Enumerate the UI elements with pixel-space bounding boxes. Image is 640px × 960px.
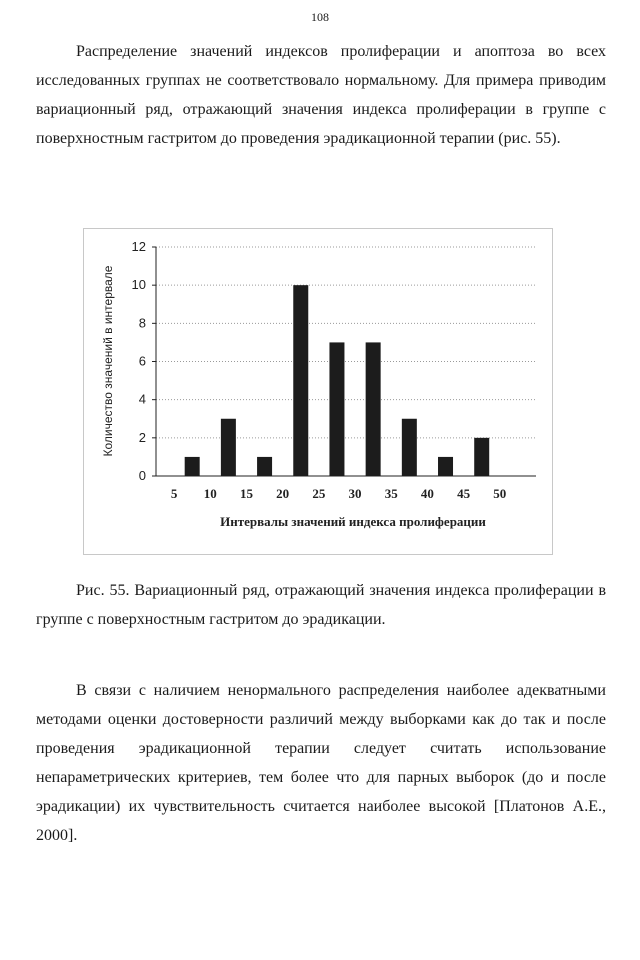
- y-tick-label: 0: [138, 468, 146, 483]
- bars: [185, 285, 490, 476]
- y-tick-label: 4: [138, 391, 146, 407]
- x-axis-label: Интервалы значений индекса пролиферации: [220, 514, 486, 529]
- figure-frame: [83, 228, 553, 555]
- x-tick-label: 20: [276, 486, 290, 501]
- histogram-bar: [474, 438, 489, 476]
- y-tick-label: 6: [138, 353, 146, 369]
- x-tick-label: 10: [203, 486, 217, 501]
- x-tick-labels: [171, 486, 506, 501]
- histogram-bar: [366, 342, 381, 476]
- x-tick-label: 5: [170, 486, 178, 501]
- x-tick-label: 25: [312, 486, 326, 501]
- y-tick-label: 12: [131, 239, 146, 254]
- conclusion-paragraph: В связи с наличием ненормального распределения наиболее адекватными методами оценки достоверности различий между выборками как до так и после проведения эрадикационной терапии следует считать использование непараметрических критериев, тем более что для парных выборок (до и после эрадикации) их чувствительность считается наиболее высокой [Платонов А.Е., 2000].: [36, 682, 606, 844]
- histogram-bar: [402, 419, 417, 476]
- histogram-bar: [438, 457, 453, 476]
- x-tick-label: 50: [493, 486, 507, 501]
- page-number: 108: [311, 10, 329, 24]
- figure-caption: Рис. 55. Вариационный ряд, отражающий значения индекса пролиферации в группе с поверхностным гастритом до эрадикации.: [36, 582, 606, 628]
- y-tick-labels: [132, 239, 146, 483]
- y-tick-label: 8: [138, 315, 146, 331]
- histogram-bar: [221, 419, 236, 476]
- y-tick-label: 2: [138, 429, 146, 445]
- y-axis-label: Количество значений в интервале: [101, 265, 115, 457]
- x-tick-label: 30: [348, 486, 362, 501]
- x-tick-label: 15: [239, 486, 253, 501]
- histogram-bar: [329, 342, 344, 476]
- x-tick-label: 45: [457, 486, 471, 501]
- histogram-bar: [293, 285, 308, 476]
- histogram-chart: [84, 229, 554, 556]
- histogram-bar: [257, 457, 272, 476]
- intro-paragraph: Распределение значений индексов пролиферации и апоптоза во всех исследованных группах не соответствовало нормальному. Для примера приводим вариационный ряд, отражающий значения индекса пролиферации в группе с поверхностным гастритом до проведения эрадикационной терапии (рис. 55).: [36, 43, 606, 147]
- histogram-bar: [185, 457, 200, 476]
- y-tick-label: 10: [131, 277, 146, 293]
- x-tick-label: 40: [420, 486, 434, 501]
- x-tick-label: 35: [384, 486, 398, 501]
- grid-lines: [156, 247, 536, 438]
